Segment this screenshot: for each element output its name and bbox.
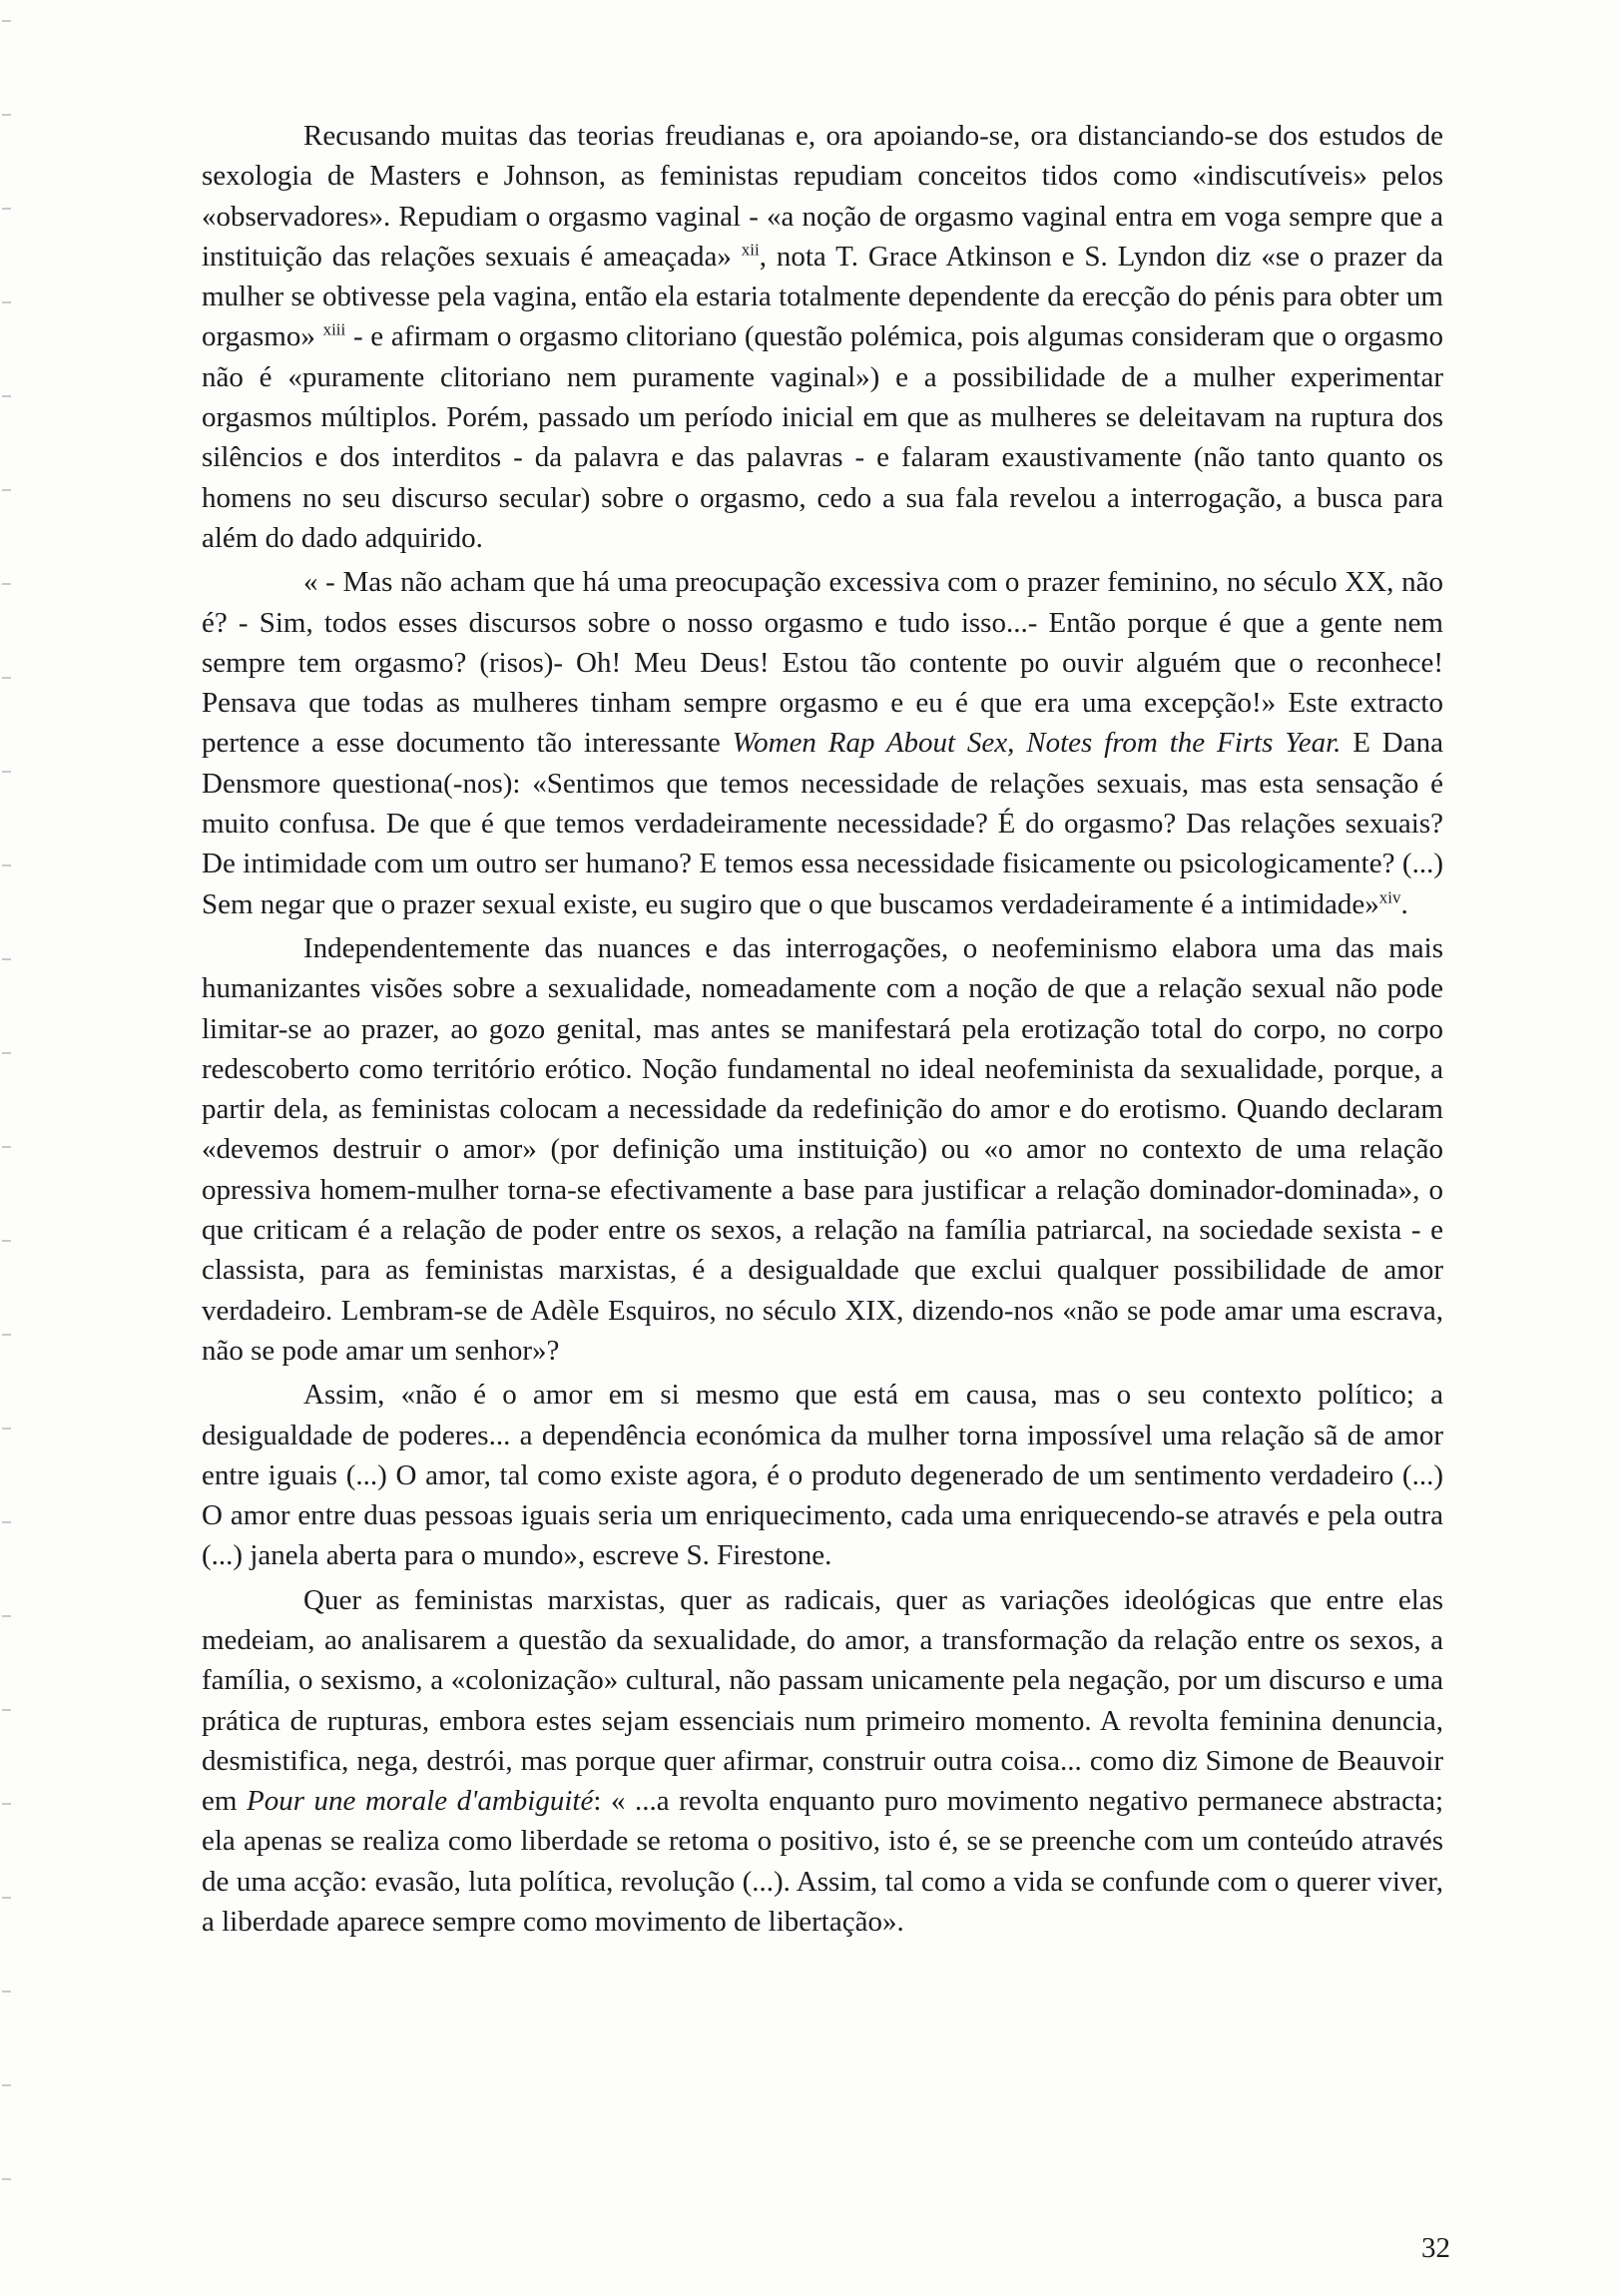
scan-mark [2,864,11,866]
scan-mark [2,1052,11,1054]
scan-mark [2,958,11,960]
scan-mark [2,1428,11,1430]
text-run: Independentemente das nuances e das interrogações, o neofeminismo elabora uma das mais humanizantes visões sobre a sexualidade, nomeadamente com a noção de que a relação sexual não pode limitar-se ao prazer, ao gozo genital, mas antes se manifestará pela erotização total do corpo, no corpo redescoberto como território erótico. Noção fundamental no ideal neofeminista da sexualidade, porque, a partir dela, as feministas colocam a necessidade da redefinição do amor e do erotismo. Quando declaram «devemos destruir o amor» (por definição uma instituição) ou «o amor no contexto de uma relação opressiva homem-mulher torna-se efectivamente a base para justificar a relação dominador-dominada», o que criticam é a relação de poder entre os sexos, a relação na família patriarcal, na sociedade sexista - e classista, para as feministas marxistas, é a desigualdade que exclui qualquer possibilidade de amor verdadeiro. Lembram-se de Adèle Esquiros, no século XIX, dizendo-nos «não se pode amar uma escrava, não se pode amar um senhor»? [202,931,1443,1367]
scan-mark [2,677,11,679]
scan-mark [2,1240,11,1242]
book-title: Women Rap About Sex, Notes from the Firts Year. [732,727,1342,760]
page-number: 32 [1421,2232,1450,2264]
text-run: Recusando muitas das teorias freudianas e, ora apoiando-se, ora distanciando-se dos estudos de sexologia de Masters e Johnson, as feministas repudiam conceitos tidos como «indiscutíveis» pelos «observadores». Repudiam o orgasmo vaginal - «a noção de orgasmo vaginal entra em voga sempre que a instituição das relações sexuais é ameaçada» [202,120,1443,273]
text-run: , nota T. Grace Atkinson e S. Lyndon diz «se o prazer da mulher se obtivesse pela vagina, então ela estaria totalmente dependente da erecção do pénis para obter um orgasmo» [202,240,1443,353]
text-run: Quer as feministas marxistas, quer as radicais, quer as variações ideológicas que entre elas medeiam, ao analisarem a questão da sexualidade, do amor, a transformação da relação entre os sexos, a família, o sexismo, a «colonização» cultural, não passam unicamente pela negação, por um discurso e uma prática de rupturas, embora estes sejam essenciais num primeiro momento. A revolta feminina denuncia, desmistifica, nega, destrói, mas porque quer afirmar, construir outra coisa... como diz Simone de Beauvoir em [202,1583,1443,1818]
scan-mark [2,301,11,303]
scan-mark [2,1897,11,1899]
scan-mark [2,489,11,491]
paragraph [202,928,1443,1371]
scan-mark [2,208,11,210]
scan-mark [2,1709,11,1711]
text-run: Assim, «não é o amor em si mesmo que está em causa, mas o seu contexto político; a desigualdade de poderes... a dependência económica da mulher torna impossível uma relação sã de amor entre iguais (...) O amor, tal como existe agora, é o produto degenerado de um sentimento verdadeiro (...) O amor entre duas pessoas iguais seria um enriquecimento, cada uma enriquecendo-se através e pela outra (...) janela aberta para o mundo», escreve S. Firestone. [202,1379,1443,1572]
text-run: - e afirmam o orgasmo clitoriano (questão polémica, pois algumas consideram que o orgasmo não é «puramente clitoriano nem puramente vaginal») e a possibilidade de a mulher experimentar orgasmos múltiplos. Porém, passado um período inicial em que as mulheres se deleitavam na ruptura dos silêncios e dos interditos - da palavra e das palavras - e falaram exaustivamente (não tanto quanto os homens no seu discurso secular) sobre o orgasmo, cedo a sua fala revelou a interrogação, a busca para além do dado adquirido. [202,320,1443,554]
footnote-marker: xiv [1378,886,1401,906]
paragraph [202,562,1443,924]
paragraph [202,116,1443,558]
book-title: Pour une morale d'ambiguité [246,1785,594,1818]
scan-mark [2,395,11,397]
scan-mark [2,1521,11,1523]
scan-margin-marks [0,0,14,2296]
paragraph [202,1375,1443,1575]
scan-mark [2,20,11,22]
scan-mark [2,2084,11,2086]
footnote-marker: xii [741,240,760,260]
footnote-marker: xiii [322,319,346,339]
text-run: E Dana Densmore questiona(-nos): «Sentimos que temos necessidade de relações sexuais, mas esta sensação é muito confusa. De que é que temos verdadeiramente necessidade? É do orgasmo? Das relações sexuais? De intimidade com um outro ser humano? E temos essa necessidade fisicamente ou psicologicamente? (...) Sem negar que o prazer sexual existe, eu sugiro que o que buscamos verdadeiramente é a intimidade» [202,727,1443,920]
scan-mark [2,1615,11,1617]
text-run: . [1400,887,1408,920]
text-run: « - Mas não acham que há uma preocupação excessiva com o prazer feminino, no século XX, não é? - Sim, todos esses discursos sobre o nosso orgasmo e tudo isso...- Então porque é que a gente nem sempre tem orgasmo? (risos)- Oh! Meu Deus! Estou tão contente po ouvir alguém que o reconhece! Pensava que todas as mulheres tinham sempre orgasmo e eu é que era uma excepção!» Este extracto pertence a esse documento tão interessante [202,566,1443,760]
scan-mark [2,1334,11,1336]
scan-mark [2,1991,11,1993]
scan-mark [2,2178,11,2180]
text-run: : « ...a revolta enquanto puro movimento negativo permanece abstracta; ela apenas se realiza como liberdade se retoma o positivo, isto é, se se preenche com um conteúdo através de uma acção: evasão, luta política, revolução (...). Assim, tal como a vida se confunde com o querer viver, a liberdade aparece sempre como movimento de libertação». [202,1785,1444,1939]
scan-mark [2,1803,11,1805]
scan-mark [2,771,11,773]
scan-mark [2,114,11,116]
scan-mark [2,1146,11,1148]
body-text [202,116,1443,1946]
paragraph [202,1580,1443,1943]
scan-mark [2,583,11,585]
